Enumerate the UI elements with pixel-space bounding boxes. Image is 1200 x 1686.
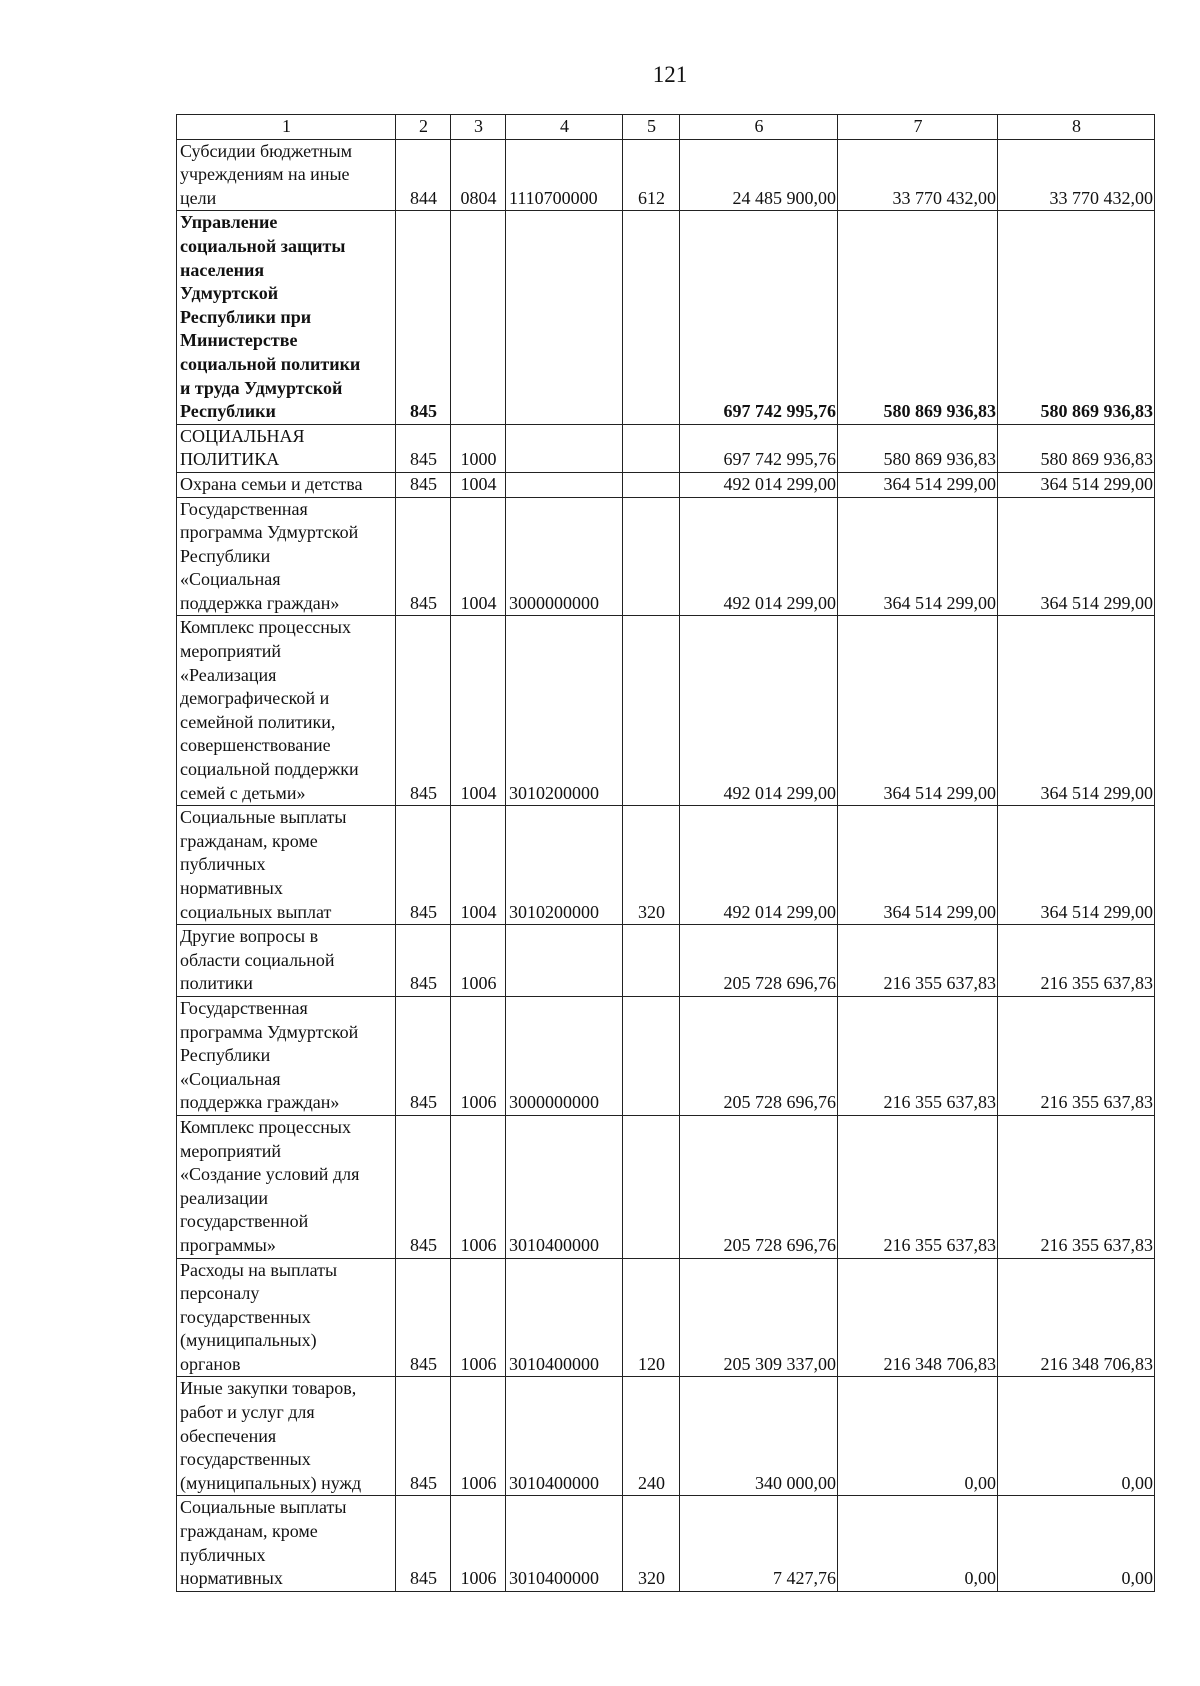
amount-col8-cell: 0,00 xyxy=(998,1377,1155,1496)
page-number: 121 xyxy=(652,62,688,87)
description-line: области социальной xyxy=(180,949,335,970)
description-line: Управление xyxy=(180,212,278,233)
description-line: персоналу xyxy=(180,1283,260,1304)
expense-type-cell xyxy=(623,1115,680,1258)
description-line: «Реализация xyxy=(180,664,277,685)
expense-type-cell: 320 xyxy=(623,1496,680,1591)
table-row xyxy=(177,139,1155,211)
description-line: семейной политики, xyxy=(180,711,336,732)
amount-col7-cell: 580 869 936,83 xyxy=(838,424,998,472)
description-line: семей с детьми» xyxy=(180,782,306,803)
description-line: Государственная xyxy=(180,997,308,1018)
amount-col8-cell: 216 355 637,83 xyxy=(998,925,1155,997)
amount-col8-cell: 216 355 637,83 xyxy=(998,1115,1155,1258)
description-line: Государственная xyxy=(180,498,308,519)
header-cell-4: 4 xyxy=(506,115,623,140)
ministry-code-cell: 845 xyxy=(396,497,451,616)
section-code-cell: 0804 xyxy=(451,139,506,211)
ministry-code-cell: 845 xyxy=(396,211,451,424)
amount-col7-cell: 216 355 637,83 xyxy=(838,925,998,997)
description-line: поддержка граждан» xyxy=(180,592,340,613)
description-line: работ и услуг для xyxy=(180,1402,315,1423)
target-article-cell: 3010400000 xyxy=(506,1115,623,1258)
target-article-cell: 3000000000 xyxy=(506,497,623,616)
section-code-cell: 1004 xyxy=(451,616,506,806)
description-line: поддержка граждан» xyxy=(180,1092,340,1113)
target-article-cell: 3010200000 xyxy=(506,806,623,925)
section-code-cell: 1004 xyxy=(451,806,506,925)
description-line: социальной поддержки xyxy=(180,759,359,780)
description-line: мероприятий xyxy=(180,641,282,662)
description-line: Министерстве xyxy=(180,330,298,351)
amount-col6-cell: 205 728 696,76 xyxy=(680,1115,838,1258)
amount-col6-cell: 492 014 299,00 xyxy=(680,497,838,616)
expense-type-cell: 320 xyxy=(623,806,680,925)
description-cell xyxy=(177,1115,396,1258)
description-line: (муниципальных) xyxy=(180,1330,317,1351)
amount-col6-cell: 492 014 299,00 xyxy=(680,472,838,497)
amount-col7-cell: 216 355 637,83 xyxy=(838,1115,998,1258)
target-article-cell: 3010200000 xyxy=(506,616,623,806)
description-line: Республики xyxy=(180,401,276,422)
target-article-cell: 1110700000 xyxy=(506,139,623,211)
header-cell-2: 2 xyxy=(396,115,451,140)
amount-col6-cell: 24 485 900,00 xyxy=(680,139,838,211)
description-cell xyxy=(177,1377,396,1496)
expense-type-cell: 120 xyxy=(623,1258,680,1377)
table-row xyxy=(177,424,1155,472)
table-row xyxy=(177,497,1155,616)
expense-type-cell xyxy=(623,424,680,472)
amount-col6-cell: 340 000,00 xyxy=(680,1377,838,1496)
description-cell xyxy=(177,472,396,497)
expense-type-cell xyxy=(623,211,680,424)
amount-col8-cell: 364 514 299,00 xyxy=(998,497,1155,616)
description-line: населения xyxy=(180,259,265,280)
ministry-code-cell: 844 xyxy=(396,139,451,211)
table-row xyxy=(177,1496,1155,1591)
description-line: демографической и xyxy=(180,688,330,709)
ministry-code-cell: 845 xyxy=(396,996,451,1115)
description-line: Охрана семьи и детства xyxy=(180,473,363,494)
ministry-code-cell: 845 xyxy=(396,1496,451,1591)
target-article-cell: 3010400000 xyxy=(506,1496,623,1591)
amount-col8-cell: 216 348 706,83 xyxy=(998,1258,1155,1377)
expense-type-cell: 612 xyxy=(623,139,680,211)
description-line: Иные закупки товаров, xyxy=(180,1378,357,1399)
description-line: Комплекс процессных xyxy=(180,1116,351,1137)
description-line: «Социальная xyxy=(180,569,281,590)
amount-col8-cell: 364 514 299,00 xyxy=(998,806,1155,925)
section-code-cell: 1006 xyxy=(451,925,506,997)
ministry-code-cell: 845 xyxy=(396,925,451,997)
table-row xyxy=(177,472,1155,497)
amount-col7-cell: 216 355 637,83 xyxy=(838,996,998,1115)
description-line: гражданам, кроме xyxy=(180,830,318,851)
description-line: государственных xyxy=(180,1306,311,1327)
description-line: органов xyxy=(180,1353,241,1374)
amount-col6-cell: 492 014 299,00 xyxy=(680,616,838,806)
amount-col7-cell: 364 514 299,00 xyxy=(838,616,998,806)
table-row xyxy=(177,996,1155,1115)
description-line: публичных xyxy=(180,1544,266,1565)
description-line: Социальные выплаты xyxy=(180,1497,347,1518)
description-line: Другие вопросы в xyxy=(180,926,319,947)
amount-col6-cell: 205 309 337,00 xyxy=(680,1258,838,1377)
ministry-code-cell: 845 xyxy=(396,1115,451,1258)
ministry-code-cell: 845 xyxy=(396,1258,451,1377)
section-code-cell: 1006 xyxy=(451,1496,506,1591)
section-code-cell xyxy=(451,211,506,424)
ministry-code-cell: 845 xyxy=(396,1377,451,1496)
amount-col7-cell: 216 348 706,83 xyxy=(838,1258,998,1377)
description-cell xyxy=(177,996,396,1115)
amount-col8-cell: 33 770 432,00 xyxy=(998,139,1155,211)
description-cell xyxy=(177,1258,396,1377)
description-line: Расходы на выплаты xyxy=(180,1259,338,1280)
description-line: нормативных xyxy=(180,1568,283,1589)
description-line: нормативных xyxy=(180,878,283,898)
description-line: учреждениям на иные xyxy=(180,164,350,185)
amount-col8-cell: 0,00 xyxy=(998,1496,1155,1591)
ministry-code-cell: 845 xyxy=(396,616,451,806)
description-line: государственных xyxy=(180,1449,311,1470)
amount-col8-cell: 580 869 936,83 xyxy=(998,424,1155,472)
amount-col8-cell: 216 355 637,83 xyxy=(998,996,1155,1115)
amount-col6-cell: 697 742 995,76 xyxy=(680,211,838,424)
section-code-cell: 1004 xyxy=(451,472,506,497)
expense-type-cell xyxy=(623,925,680,997)
description-line: Республики xyxy=(180,1045,271,1066)
amount-col7-cell: 33 770 432,00 xyxy=(838,139,998,211)
amount-col6-cell: 205 728 696,76 xyxy=(680,996,838,1115)
description-line: Республики при xyxy=(180,306,312,327)
amount-col6-cell: 697 742 995,76 xyxy=(680,424,838,472)
description-line: Социальные выплаты xyxy=(180,807,347,828)
description-cell xyxy=(177,806,396,925)
target-article-cell xyxy=(506,925,623,997)
amount-col8-cell: 580 869 936,83 xyxy=(998,211,1155,424)
table-body xyxy=(177,115,1155,1592)
amount-col6-cell: 7 427,76 xyxy=(680,1496,838,1591)
description-line: Субсидии бюджетным xyxy=(180,140,353,161)
section-code-cell: 1006 xyxy=(451,1377,506,1496)
section-code-cell: 1006 xyxy=(451,1115,506,1258)
description-line: мероприятий xyxy=(180,1140,282,1161)
description-line: государственной xyxy=(180,1211,309,1232)
expense-type-cell xyxy=(623,497,680,616)
description-line: реализации xyxy=(180,1187,268,1208)
description-cell xyxy=(177,1496,396,1591)
target-article-cell xyxy=(506,211,623,424)
target-article-cell: 3010400000 xyxy=(506,1377,623,1496)
description-cell xyxy=(177,497,396,616)
ministry-code-cell: 845 xyxy=(396,424,451,472)
expense-type-cell xyxy=(623,472,680,497)
section-code-cell: 1006 xyxy=(451,996,506,1115)
header-cell-1: 1 xyxy=(177,115,396,140)
table-row xyxy=(177,925,1155,997)
ministry-code-cell: 845 xyxy=(396,806,451,925)
description-line: публичных xyxy=(180,854,266,875)
amount-col7-cell: 364 514 299,00 xyxy=(838,472,998,497)
description-line: и труда Удмуртской xyxy=(180,377,343,398)
description-line: «Создание условий для xyxy=(180,1164,360,1185)
amount-col7-cell: 364 514 299,00 xyxy=(838,806,998,925)
description-line: программа Удмуртской xyxy=(180,522,359,543)
description-line: гражданам, кроме xyxy=(180,1521,318,1542)
description-line: программа Удмуртской xyxy=(180,1021,359,1042)
description-line: СОЦИАЛЬНАЯ xyxy=(180,425,305,446)
description-cell xyxy=(177,616,396,806)
description-line: социальной защиты xyxy=(180,235,346,256)
description-line: политики xyxy=(180,973,253,994)
description-cell xyxy=(177,139,396,211)
description-line: социальных выплат xyxy=(180,901,332,922)
table-row xyxy=(177,1258,1155,1377)
header-cell-6: 6 xyxy=(680,115,838,140)
description-line: Комплекс процессных xyxy=(180,617,351,638)
amount-col7-cell: 364 514 299,00 xyxy=(838,497,998,616)
amount-col6-cell: 492 014 299,00 xyxy=(680,806,838,925)
description-line: социальной политики xyxy=(180,353,361,374)
table-row xyxy=(177,616,1155,806)
amount-col7-cell: 0,00 xyxy=(838,1496,998,1591)
table-row xyxy=(177,806,1155,925)
header-cell-8: 8 xyxy=(998,115,1155,140)
description-line: цели xyxy=(180,187,217,208)
amount-col6-cell: 205 728 696,76 xyxy=(680,925,838,997)
ministry-code-cell: 845 xyxy=(396,472,451,497)
description-line: Республики xyxy=(180,545,271,566)
header-cell-3: 3 xyxy=(451,115,506,140)
description-cell xyxy=(177,925,396,997)
target-article-cell: 3010400000 xyxy=(506,1258,623,1377)
expense-type-cell xyxy=(623,616,680,806)
header-cell-7: 7 xyxy=(838,115,998,140)
description-line: ПОЛИТИКА xyxy=(180,449,280,470)
table-row xyxy=(177,1115,1155,1258)
amount-col8-cell: 364 514 299,00 xyxy=(998,616,1155,806)
amount-col7-cell: 0,00 xyxy=(838,1377,998,1496)
description-line: программы» xyxy=(180,1234,276,1255)
description-line: обеспечения xyxy=(180,1425,277,1446)
table-row xyxy=(177,211,1155,424)
section-code-cell: 1006 xyxy=(451,1258,506,1377)
expense-type-cell: 240 xyxy=(623,1377,680,1496)
description-line: совершенствование xyxy=(180,735,331,756)
section-code-cell: 1000 xyxy=(451,424,506,472)
header-row xyxy=(177,115,1155,140)
description-cell xyxy=(177,424,396,472)
target-article-cell: 3000000000 xyxy=(506,996,623,1115)
amount-col7-cell: 580 869 936,83 xyxy=(838,211,998,424)
amount-col8-cell: 364 514 299,00 xyxy=(998,472,1155,497)
header-cell-5: 5 xyxy=(623,115,680,140)
expense-type-cell xyxy=(623,996,680,1115)
description-cell xyxy=(177,211,396,424)
budget-table xyxy=(176,114,1155,1592)
target-article-cell xyxy=(506,424,623,472)
section-code-cell: 1004 xyxy=(451,497,506,616)
description-line: «Социальная xyxy=(180,1068,281,1089)
description-line: (муниципальных) нужд xyxy=(180,1472,362,1493)
target-article-cell xyxy=(506,472,623,497)
table-row xyxy=(177,1377,1155,1496)
description-line: Удмуртской xyxy=(180,283,279,304)
